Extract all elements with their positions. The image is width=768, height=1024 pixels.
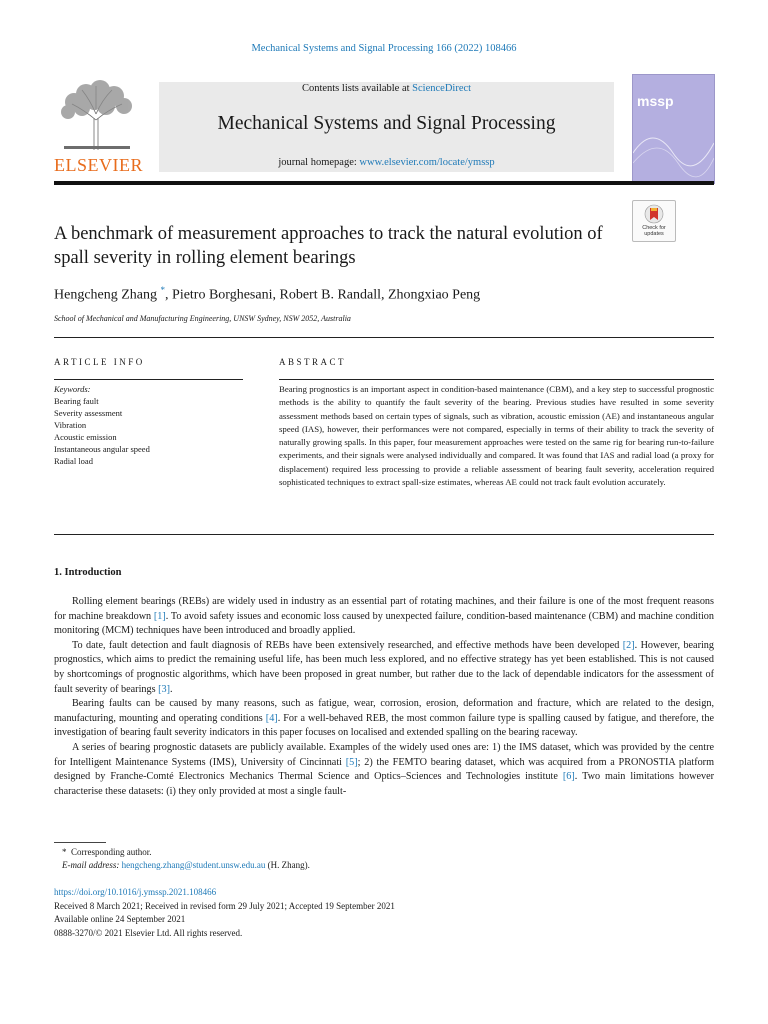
- author-name[interactable]: Hengcheng Zhang: [54, 287, 158, 303]
- introduction-body: [54, 595, 714, 799]
- reference-link[interactable]: [5]: [345, 756, 358, 768]
- homepage-line: journal homepage: www.elsevier.com/locate/ymssp: [278, 157, 495, 168]
- available-online: Available online 24 September 2021: [54, 914, 186, 924]
- author-name[interactable]: Zhongxiao Peng: [388, 287, 481, 303]
- abstract-text: Bearing prognostics is an important aspect in condition-based maintenance (CBM), and a key step to successful prognostic methods is the ability to quantify the fault severity of the bearing. Previous studies have resulted in some severity assessment methods based on certain types of signals, such as vibration, acoustic emission (AE) and instantaneous angular speed (IAS), however, their performances were not compared, especially in terms of their ability to track the severity of naturally growing spalls. In this paper, four measurement approaches were tested on the same rig for bearing run-to-failure experiments, and their signals were analysed individually and compared. It was found that IAS and radial load (a proxy for displacement) required less processing to provide a reliable assessment of bearing fault severity, acceleration required sophisticated techniques to extract spall-size estimates, whereas AE could not track fault evolution accurately.: [279, 384, 714, 488]
- reference-link[interactable]: [1]: [153, 610, 166, 622]
- homepage-link[interactable]: www.elsevier.com/locate/ymssp: [359, 157, 495, 168]
- reference-link[interactable]: [6]: [562, 771, 575, 783]
- paragraph: Rolling element bearings (REBs) are widely used in industry as an essential part of rotating machines, and their failure is one of the most frequent reasons for machine breakdown [1]. To avoid safety issues and economic loss caused by unexpected failure, condition-based maintenance (CBM) and machine condition monitoring (MCM) techniques have been introduced and broadly applied.: [54, 596, 714, 637]
- corresponding-author-mark[interactable]: *: [160, 285, 166, 295]
- bookmark-icon: [644, 204, 664, 224]
- keyword: Bearing fault: [54, 396, 99, 406]
- keyword: Instantaneous angular speed: [54, 444, 150, 454]
- footnote-mark: *: [62, 847, 67, 857]
- elsevier-tree-logo: [54, 80, 140, 152]
- keywords-label: Keywords:: [54, 384, 91, 394]
- check-for-updates-badge[interactable]: [632, 200, 676, 242]
- article-info-heading: ARTICLE INFO: [54, 357, 145, 367]
- publisher-wordmark: ELSEVIER: [54, 155, 143, 175]
- keyword: Acoustic emission: [54, 432, 117, 442]
- received-dates: Received 8 March 2021; Received in revised form 29 July 2021; Accepted 19 September 2021: [54, 901, 395, 911]
- divider: [54, 379, 243, 380]
- sciencedirect-link[interactable]: ScienceDirect: [412, 83, 472, 94]
- cover-wave-graphic: [633, 113, 714, 183]
- footnote-corresponding: * Corresponding author.: [62, 847, 152, 857]
- affiliation: School of Mechanical and Manufacturing Engineering, UNSW Sydney, NSW 2052, Australia: [54, 314, 351, 323]
- check-updates-label: Check for updates: [642, 225, 666, 237]
- keywords-list: [54, 395, 150, 467]
- journal-cover-image[interactable]: [632, 74, 715, 184]
- keyword: Severity assessment: [54, 408, 123, 418]
- email-link[interactable]: hengcheng.zhang@student.unsw.edu.au: [121, 860, 266, 870]
- cover-label: mssp: [637, 93, 674, 109]
- footnote-rule: [54, 842, 106, 843]
- paragraph: A series of bearing prognostic datasets are publicly available. Examples of the widely used ones are: 1) the IMS dataset, which was provided by the centre for Intelligent Maintenance Systems (IMS), University of Cincinnati [5]; 2) the FEMTO bearing dataset, which was acquired from a PRONOSTIA platform designed by Franche-Comté Electronics Mechanics Thermal Science and Optics–Sciences and Technologies institute [6]. Two main limitations however characterise these datasets: (i) they only provided at most a single fault-: [54, 741, 714, 797]
- header-rule: [54, 181, 714, 185]
- paragraph: To date, fault detection and fault diagnosis of REBs have been extensively researched, and effective methods have been developed [2]. However, bearing prognostics, which aims to predict the remaining useful life, has been much less explored, and no effective strategy has yet been established. This is not caused by shortcomings of prognostic algorithms, which have been proposed in great number, but rather due to the lack of dependable indicators for the assessment of fault severity of bearings [3].: [54, 639, 714, 695]
- author-name[interactable]: Pietro Borghesani: [172, 287, 273, 303]
- author-name[interactable]: Robert B. Randall: [279, 287, 381, 303]
- journal-citation[interactable]: Mechanical Systems and Signal Processing 166 (2022) 108466: [251, 43, 517, 54]
- divider: [279, 379, 714, 380]
- paragraph: Bearing faults can be caused by many reasons, such as fatigue, wear, corrosion, erosion, deformation and fracture, which are related to the design, manufacturing, mounting and operating conditions [4]. For a well-behaved REB, the most common failure type is spalling caused by fatigue, and therefore, the investigation of bearing fault severity indicators in this paper focuses on localised and extended spalling on the bearing raceway.: [54, 698, 714, 739]
- footnote-email: E-mail address: hengcheng.zhang@student.unsw.edu.au (H. Zhang).: [62, 860, 310, 870]
- divider: [54, 534, 714, 535]
- journal-title: Mechanical Systems and Signal Processing: [217, 113, 556, 134]
- doi-link[interactable]: https://doi.org/10.1016/j.ymssp.2021.108466: [54, 887, 217, 897]
- keyword: Radial load: [54, 456, 93, 466]
- contents-line: Contents lists available at ScienceDirect: [301, 83, 472, 94]
- abstract-heading: ABSTRACT: [279, 357, 347, 367]
- keyword: Vibration: [54, 420, 87, 430]
- article-title: A benchmark of measurement approaches to track the natural evolution of spall severity in rolling element bearings: [54, 224, 603, 268]
- section-heading-introduction: 1. Introduction: [54, 567, 122, 578]
- author-list: Hengcheng Zhang *, Pietro Borghesani, Robert B. Randall, Zhongxiao Peng: [54, 285, 481, 303]
- copyright: 0888-3270/© 2021 Elsevier Ltd. All rights reserved.: [54, 928, 243, 938]
- reference-link[interactable]: [2]: [622, 639, 635, 651]
- divider: [54, 337, 714, 338]
- reference-link[interactable]: [3]: [158, 683, 170, 695]
- reference-link[interactable]: [4]: [265, 712, 278, 724]
